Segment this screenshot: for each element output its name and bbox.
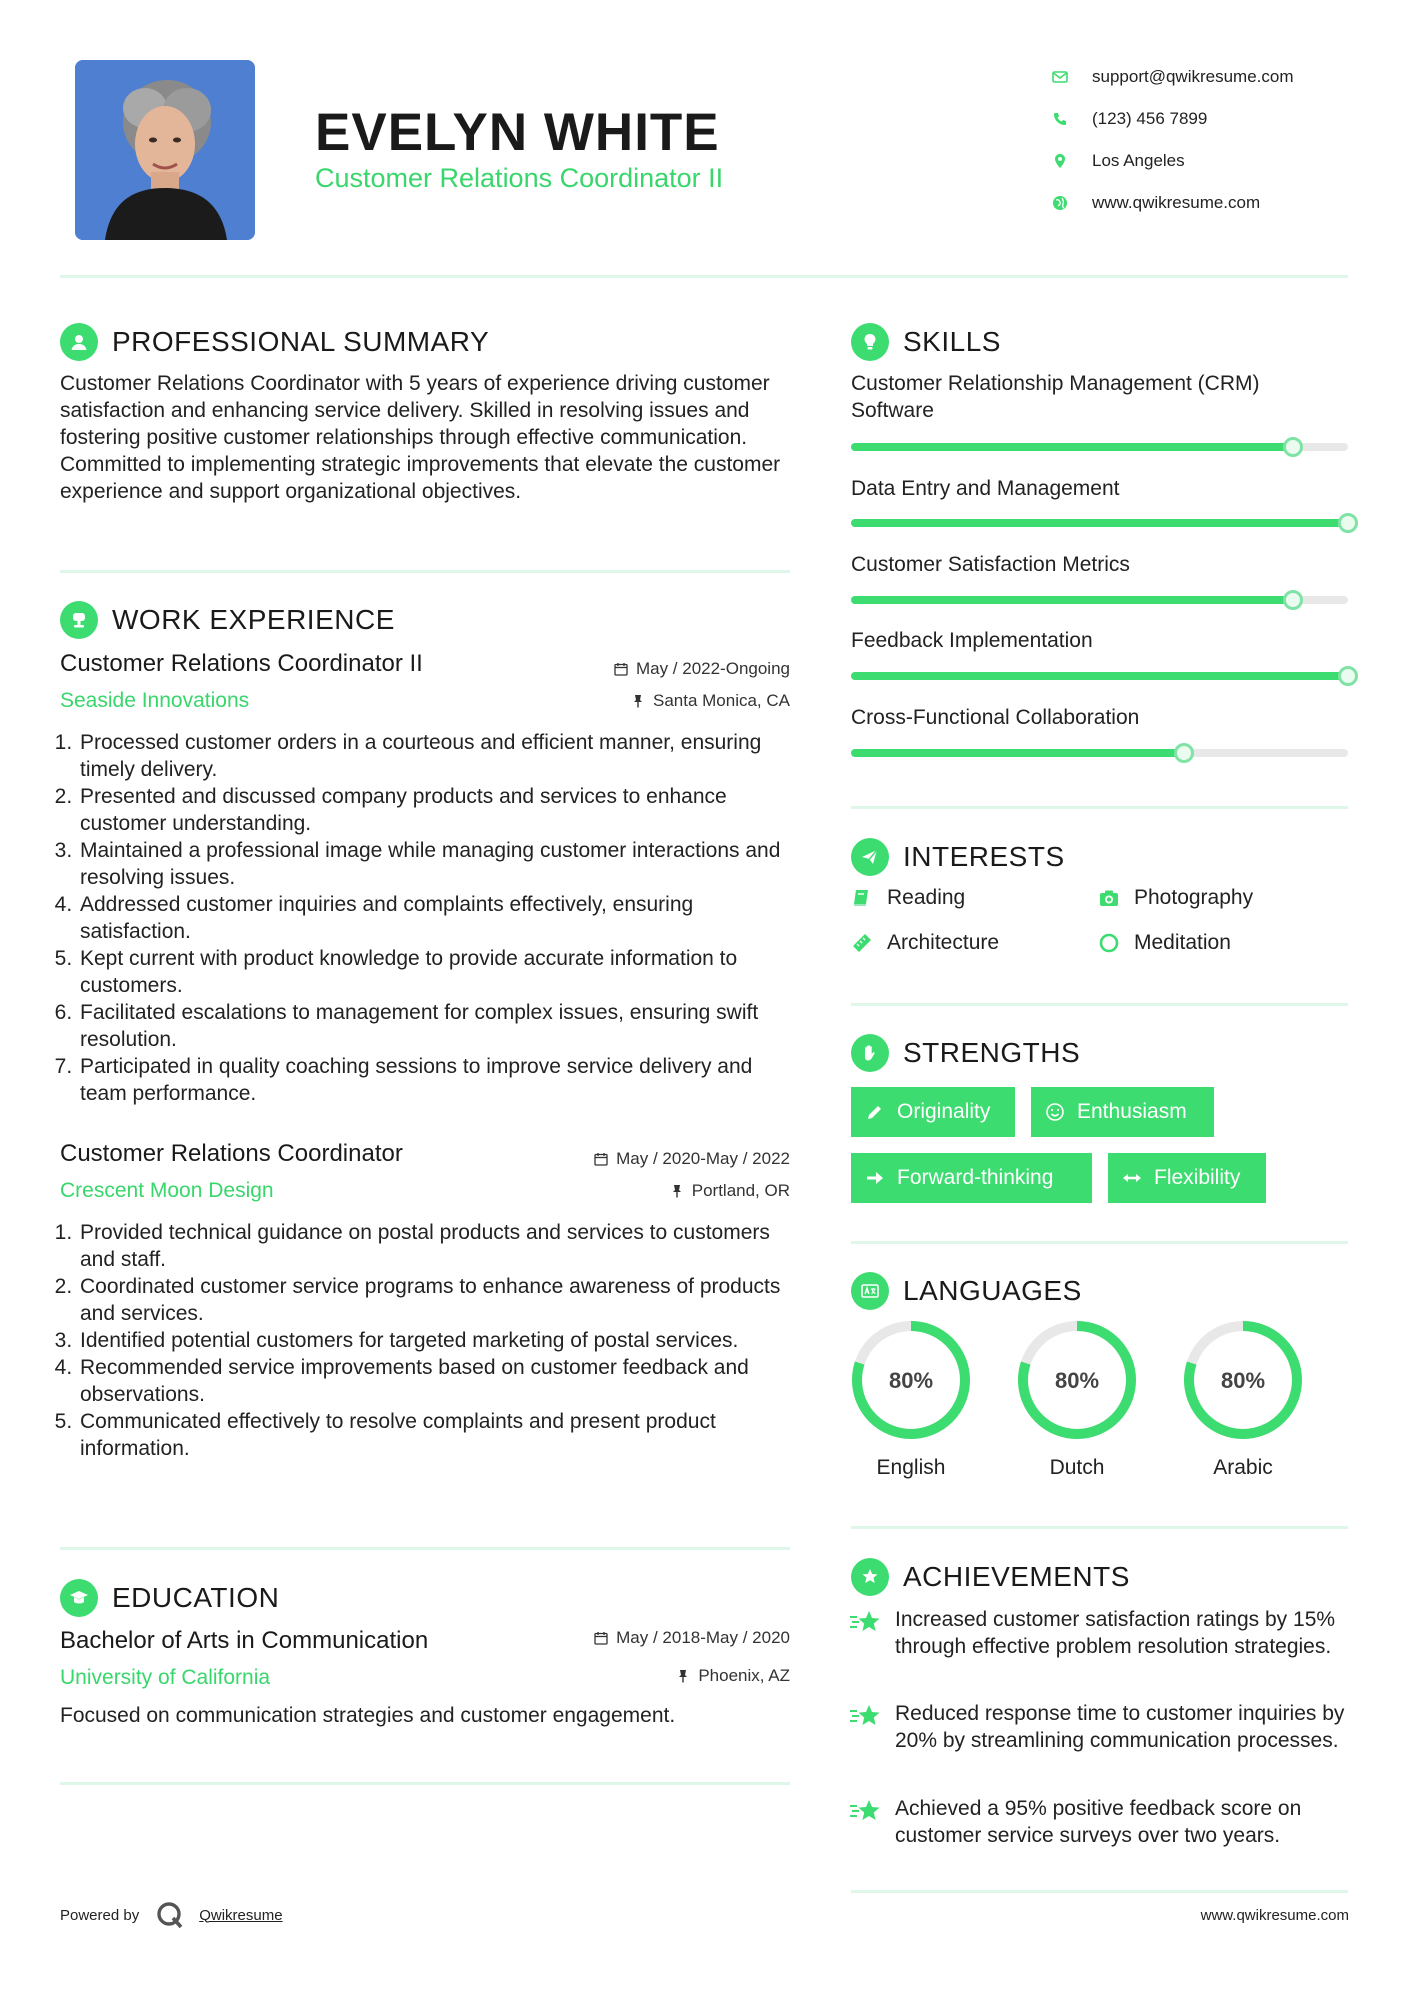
language-ring	[1015, 1318, 1139, 1442]
job-title: Customer Relations Coordinator II	[60, 650, 423, 677]
lightbulb-icon	[851, 323, 889, 361]
arrow-right-icon	[865, 1168, 885, 1188]
skill-bar-fill	[851, 672, 1348, 680]
strengths-divider	[851, 1241, 1348, 1244]
strength-label: Originality	[897, 1100, 991, 1123]
star-icon	[849, 1608, 883, 1638]
contact-list	[1050, 56, 1380, 224]
education-title: EDUCATION	[112, 1582, 280, 1613]
skill-name: Data Entry and Management	[851, 477, 1120, 500]
strength-label: Forward-thinking	[897, 1166, 1054, 1189]
languages-divider	[851, 1526, 1348, 1529]
list-item: 3. Identified potential customers for targeted marketing of postal services.	[78, 1327, 795, 1354]
interest-photography	[1098, 886, 1253, 910]
list-item: 7. Participated in quality coaching sessions to improve service delivery and team performance.	[78, 1053, 795, 1107]
list-item: 1. Provided technical guidance on postal products and services to customers and staff.	[78, 1219, 795, 1273]
school-name: University of California	[60, 1666, 271, 1689]
job-duties-list	[60, 729, 795, 1107]
language-item	[1181, 1318, 1305, 1480]
skills-title: SKILLS	[903, 326, 1001, 357]
list-item: 3. Maintained a professional image while managing customer interactions and resolving issues.	[78, 837, 795, 891]
star-icon	[849, 1702, 883, 1732]
skill-bar	[851, 672, 1348, 680]
interest-architecture	[851, 931, 999, 955]
email-icon	[1050, 67, 1070, 87]
achievement-item	[849, 1700, 1349, 1754]
language-item	[1015, 1318, 1139, 1480]
interest-label: Meditation	[1134, 931, 1231, 954]
pencil-icon	[865, 1102, 885, 1122]
location-pin-icon	[1050, 151, 1070, 171]
skill-name: Cross-Functional Collaboration	[851, 706, 1140, 729]
skill-bar-fill	[851, 749, 1184, 757]
contact-phone-text: (123) 456 7899	[1092, 109, 1208, 128]
skill-name: Feedback Implementation	[851, 629, 1093, 652]
job-company: Crescent Moon Design	[60, 1179, 274, 1202]
achievements-title: ACHIEVEMENTS	[903, 1561, 1130, 1592]
language-name: English	[876, 1456, 946, 1479]
qwikresume-logo-icon	[155, 1900, 185, 1930]
summary-title: PROFESSIONAL SUMMARY	[112, 326, 490, 357]
ruler-icon	[851, 932, 873, 954]
skill-bar-knob	[1338, 513, 1358, 533]
arrows-horizontal-icon	[1122, 1168, 1142, 1188]
contact-location-text: Los Angeles	[1092, 151, 1185, 170]
strength-chip	[1108, 1153, 1266, 1203]
skill-bar	[851, 749, 1348, 757]
brand-link[interactable]: Qwikresume	[199, 1906, 283, 1924]
achievements-header	[851, 1558, 1130, 1596]
footer-url[interactable]: www.qwikresume.com	[1200, 1907, 1349, 1924]
job-date-text: May / 2020-May / 2022	[616, 1149, 790, 1168]
languages-title: LANGUAGES	[903, 1275, 1082, 1306]
list-item: 4. Recommended service improvements based on customer feedback and observations.	[78, 1354, 795, 1408]
education-header	[60, 1579, 279, 1617]
list-item: 2. Coordinated customer service programs to enhance awareness of products and services.	[78, 1273, 795, 1327]
skill-bar	[851, 519, 1348, 527]
calendar-icon	[594, 1631, 608, 1645]
circle-icon	[1098, 932, 1120, 954]
skill-bar-knob	[1338, 666, 1358, 686]
smile-icon	[1045, 1102, 1065, 1122]
job-title: Customer Relations Coordinator	[60, 1140, 403, 1167]
interests-divider	[851, 1003, 1348, 1006]
interest-reading	[851, 886, 965, 910]
achievement-text: Reduced response time to customer inquiries by 20% by streamlining communication processes.	[895, 1702, 1345, 1752]
strengths-header	[851, 1034, 1080, 1072]
header-divider	[60, 275, 1348, 278]
job-date	[490, 659, 790, 679]
footer-powered-by	[60, 1900, 283, 1930]
interest-label: Reading	[887, 886, 966, 909]
book-icon	[851, 887, 873, 909]
phone-icon	[1050, 109, 1070, 129]
language-percent: 80%	[1220, 1368, 1266, 1393]
summary-text: Customer Relations Coordinator with 5 years of experience driving customer satisfaction and enhancing service delivery. Skilled in resolving issues and fostering positive customer relationships through effective communication. Committed to implementing strategic improvements that elevate the customer experience and support organizational objectives.	[60, 372, 781, 503]
job-date	[490, 1149, 790, 1169]
pushpin-icon	[676, 1669, 690, 1683]
language-ring	[849, 1318, 973, 1442]
education-location	[490, 1666, 790, 1686]
contact-location	[1050, 140, 1380, 182]
list-item: 2. Presented and discussed company products and services to enhance customer understanding.	[78, 783, 795, 837]
portrait-image	[75, 60, 255, 240]
language-icon	[851, 1272, 889, 1310]
job-duties-list	[60, 1219, 795, 1462]
education-location-text: Phoenix, AZ	[698, 1666, 790, 1685]
pushpin-icon	[670, 1184, 684, 1198]
list-item: 5. Communicated effectively to resolve complaints and present product information.	[78, 1408, 795, 1462]
calendar-icon	[594, 1152, 608, 1166]
strength-label: Enthusiasm	[1077, 1100, 1187, 1123]
achievement-item	[849, 1606, 1349, 1660]
education-date-text: May / 2018-May / 2020	[616, 1628, 790, 1647]
skills-divider	[851, 806, 1348, 809]
interest-label: Photography	[1134, 886, 1254, 909]
education-description: Focused on communication strategies and customer engagement.	[60, 1704, 676, 1727]
user-icon	[60, 323, 98, 361]
job-location	[490, 691, 790, 711]
language-name: Arabic	[1213, 1456, 1273, 1479]
job-location	[490, 1181, 790, 1201]
graduation-icon	[60, 1579, 98, 1617]
skill-bar	[851, 443, 1348, 451]
contact-email-text: support@qwikresume.com	[1092, 67, 1294, 86]
star-icon	[849, 1797, 883, 1827]
skill-bar-knob	[1174, 743, 1194, 763]
achievements-divider	[851, 1890, 1348, 1893]
list-item: 5. Kept current with product knowledge to provide accurate information to customers.	[78, 945, 795, 999]
briefcase-icon	[60, 601, 98, 639]
strength-label: Flexibility	[1154, 1166, 1241, 1189]
skill-bar	[851, 596, 1348, 604]
job-date-text: May / 2022-Ongoing	[635, 659, 790, 678]
list-item: 1. Processed customer orders in a courteous and efficient manner, ensuring timely delivery.	[78, 729, 795, 783]
skill-bar-fill	[851, 519, 1348, 527]
trophy-icon	[851, 1558, 889, 1596]
job-location-text: Santa Monica, CA	[652, 691, 790, 710]
contact-email[interactable]	[1050, 56, 1380, 98]
camera-icon	[1098, 887, 1120, 909]
strength-chip	[1031, 1087, 1214, 1137]
education-date	[490, 1628, 790, 1648]
language-percent: 80%	[888, 1368, 934, 1393]
candidate-role: Customer Relations Coordinator II	[315, 163, 724, 193]
list-item: 6. Facilitated escalations to management for complex issues, ensuring swift resolution.	[78, 999, 795, 1053]
calendar-icon	[614, 662, 628, 676]
education-divider	[60, 1782, 790, 1785]
paper-plane-icon	[851, 838, 889, 876]
pushpin-icon	[631, 694, 645, 708]
list-item: 4. Addressed customer inquiries and complaints effectively, ensuring satisfaction.	[78, 891, 795, 945]
powered-by-text: Powered by	[60, 1906, 140, 1924]
interest-label: Architecture	[887, 931, 1000, 954]
profile-photo	[75, 60, 255, 240]
achievement-text: Achieved a 95% positive feedback score on customer service surveys over two years.	[895, 1797, 1302, 1847]
experience-divider	[60, 1547, 790, 1550]
contact-website-text: www.qwikresume.com	[1092, 193, 1261, 212]
experience-title: WORK EXPERIENCE	[112, 604, 395, 635]
languages-header	[851, 1272, 1082, 1310]
degree-title: Bachelor of Arts in Communication	[60, 1627, 429, 1654]
strength-chip	[851, 1087, 1015, 1137]
globe-icon	[1050, 193, 1070, 213]
interests-title: INTERESTS	[903, 841, 1065, 872]
language-item	[849, 1318, 973, 1480]
language-percent: 80%	[1054, 1368, 1100, 1393]
job-company: Seaside Innovations	[60, 689, 250, 712]
skill-name: Customer Relationship Management (CRM) Software	[851, 372, 1260, 422]
skill-bar-knob	[1283, 590, 1303, 610]
skill-bar-fill	[851, 596, 1293, 604]
interests-header	[851, 838, 1065, 876]
interest-meditation	[1098, 931, 1231, 955]
experience-header	[60, 601, 395, 639]
skill-bar-knob	[1283, 437, 1303, 457]
language-ring	[1181, 1318, 1305, 1442]
language-name: Dutch	[1049, 1456, 1105, 1479]
summary-header	[60, 323, 489, 361]
strength-chip	[851, 1153, 1092, 1203]
contact-website[interactable]	[1050, 182, 1380, 224]
job-location-text: Portland, OR	[691, 1181, 790, 1200]
hand-icon	[851, 1034, 889, 1072]
summary-divider	[60, 570, 790, 573]
achievement-item	[849, 1795, 1349, 1849]
candidate-name: EVELYN WHITE	[315, 103, 720, 162]
skills-header	[851, 323, 1001, 361]
contact-phone[interactable]	[1050, 98, 1380, 140]
strengths-title: STRENGTHS	[903, 1037, 1081, 1068]
skill-name: Customer Satisfaction Metrics	[851, 553, 1130, 576]
achievement-text: Increased customer satisfaction ratings by 15% through effective problem resolution strategies.	[895, 1608, 1336, 1658]
skill-bar-fill	[851, 443, 1293, 451]
